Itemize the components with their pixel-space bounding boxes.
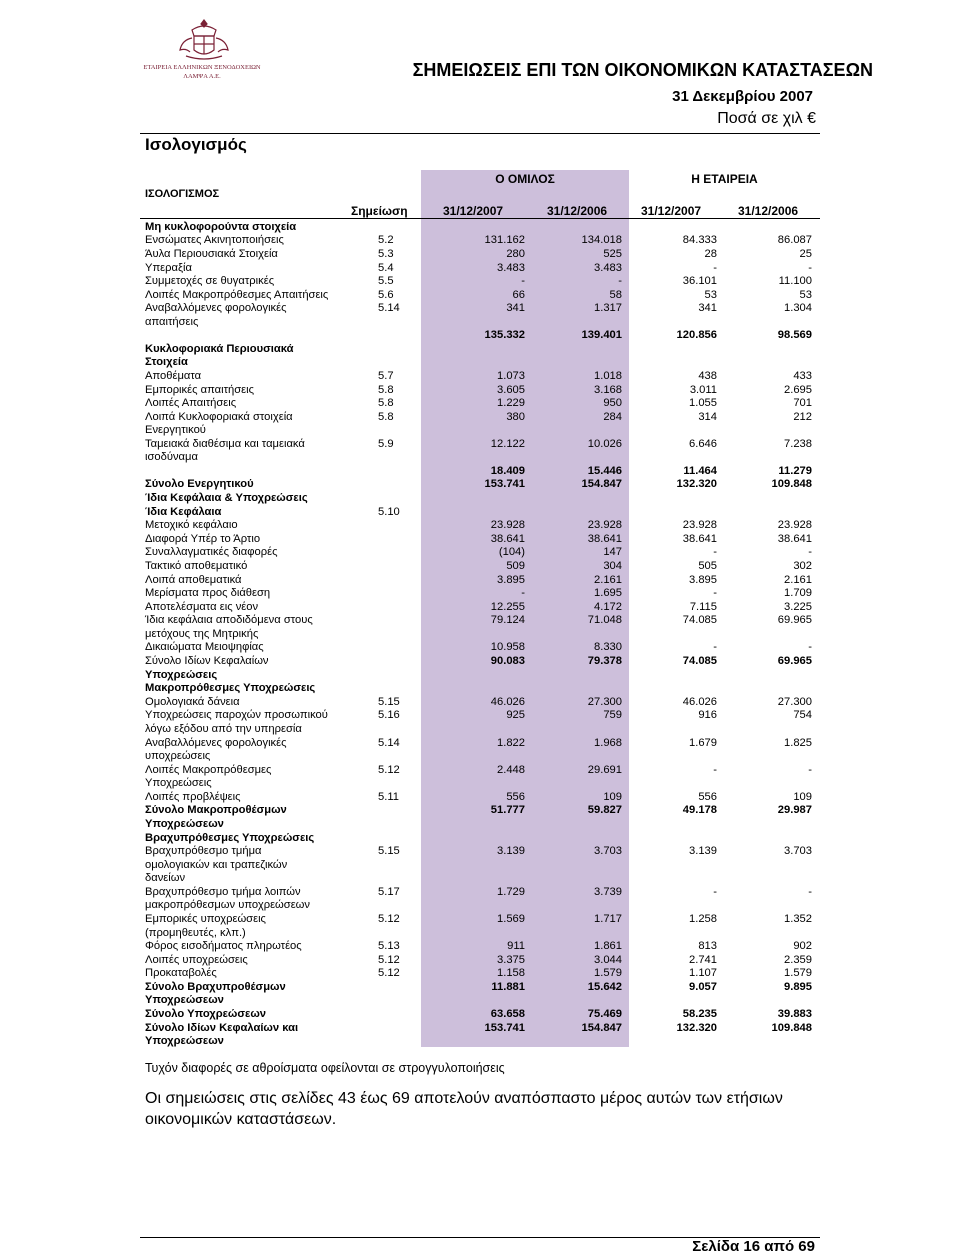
company-2006-value: -: [808, 886, 812, 898]
row-label: Στοιχεία: [145, 356, 188, 368]
group-2007-value: 63.658: [490, 1008, 525, 1020]
company-2006-value: 2.161: [784, 574, 812, 586]
company-2006-value: 7.238: [784, 438, 812, 450]
row-note: 5.4: [378, 262, 394, 274]
row-note: 5.7: [378, 370, 394, 382]
amount-units: Ποσά σε χιλ €: [717, 110, 816, 127]
row-label: λόγω εξόδου από την υπηρεσία: [145, 723, 302, 735]
group-2006-value: 284: [603, 411, 622, 423]
row-label: Σύνολο Υποχρεώσεων: [145, 1008, 267, 1020]
group-2007-value: 3.483: [497, 262, 525, 274]
company-2006-value: 98.569: [777, 329, 812, 341]
group-2006-value: 71.048: [587, 614, 622, 626]
row-label: Άυλα Περιουσιακά Στοιχεία: [145, 248, 278, 260]
row-label: Λοιπές Μακροπρόθεσμες Απαιτήσεις: [145, 289, 329, 301]
row-label: μακροπρόθεσμων υποχρεώσεων: [145, 899, 311, 911]
row-label: Σύνολο Ιδίων Κεφαλαίων και: [145, 1022, 299, 1034]
group-2006-value: 75.469: [587, 1008, 622, 1020]
company-2006-value: 69.965: [777, 614, 812, 626]
group-2007-value: 23.928: [490, 519, 525, 531]
row-label: (προμηθευτές, κλπ.): [145, 927, 246, 939]
row-label: Σύνολο Βραχυπροθέσμων: [145, 981, 286, 993]
group-2006-value: 38.641: [587, 533, 622, 545]
group-2007-value: 79.124: [490, 614, 525, 626]
row-label: Μακροπρόθεσμες Υποχρεώσεις: [145, 682, 316, 694]
group-2007-value: 10.958: [490, 641, 525, 653]
group-2007-value: 3.895: [497, 574, 525, 586]
group-2006-value: 4.172: [594, 601, 622, 613]
logo-caption-line2: ΛΑΜΨΑ Α.Ε.: [183, 73, 221, 80]
row-label: Αναβαλλόμενες φορολογικές: [145, 737, 287, 749]
row-label: Βραχυπρόθεσμο τμήμα: [145, 845, 262, 857]
rounding-footnote: Τυχόν διαφορές σε αθροίσματα οφείλονται σε στρογγυλοποιήσεις: [145, 1061, 505, 1075]
group-2006-value: 23.928: [587, 519, 622, 531]
row-label: Λοιπές Μακροπρόθεσμες: [145, 764, 272, 776]
row-label: Μετοχικό κεφάλαιο: [145, 519, 238, 531]
company-2006-value: 25: [799, 248, 812, 260]
row-label: Τακτικό αποθεματικό: [145, 560, 248, 572]
row-label: Δικαιώματα Μειοψηφίας: [145, 641, 264, 653]
company-2007-value: 556: [698, 791, 717, 803]
company-2007-value: 438: [698, 370, 717, 382]
group-2006-value: 147: [603, 546, 622, 558]
row-label: Ενεργητικού: [145, 424, 206, 436]
company-2006-value: 1.825: [784, 737, 812, 749]
row-label: Διαφορά Υπέρ το Άρτιο: [145, 533, 261, 545]
group-2007-value: 11.881: [491, 981, 525, 993]
company-2007-value: 53: [704, 289, 717, 301]
company-2007-value: 28: [704, 248, 717, 260]
company-2006-value: 3.703: [784, 845, 812, 857]
group-2007-value: 153.741: [484, 1022, 525, 1034]
company-2007-value: -: [713, 587, 717, 599]
company-2006-value: 2.695: [784, 384, 812, 396]
row-label: ομολογιακών και τραπεζικών: [145, 859, 288, 871]
group-2007-value: 38.641: [490, 533, 525, 545]
row-label: Λοιπές Απαιτήσεις: [145, 397, 237, 409]
company-2006-value: 1.304: [784, 302, 812, 314]
column-header-company-2006: 31/12/2006: [738, 204, 799, 218]
group-2007-value: 341: [506, 302, 525, 314]
company-2007-value: -: [713, 641, 717, 653]
company-2007-value: 1.107: [689, 967, 717, 979]
group-header-group: Ο ΟΜΙΛΟΣ: [495, 172, 555, 186]
row-label: απαιτήσεις: [145, 316, 199, 328]
company-2007-value: 6.646: [689, 438, 717, 450]
group-2006-value: 3.044: [594, 954, 622, 966]
group-2007-value: 135.332: [484, 329, 525, 341]
company-2006-value: 9.895: [784, 981, 812, 993]
group-2007-value: 12.255: [490, 601, 525, 613]
column-header-company-2007: 31/12/2007: [641, 204, 702, 218]
company-2006-value: 754: [793, 709, 812, 721]
group-2007-value: 509: [506, 560, 525, 572]
company-2007-value: 11.464: [683, 465, 717, 477]
report-date: 31 Δεκεμβρίου 2007: [672, 88, 813, 105]
company-2006-value: 29.987: [777, 804, 812, 816]
row-note: 5.12: [378, 913, 400, 925]
group-2006-value: 3.483: [594, 262, 622, 274]
row-label: Ομολογιακά δάνεια: [145, 696, 240, 708]
company-2006-value: 109: [793, 791, 812, 803]
company-2006-value: 109.848: [771, 1022, 812, 1034]
group-2006-value: 15.642: [587, 981, 622, 993]
row-note: 5.3: [378, 248, 394, 260]
row-label: Σύνολο Μακροπροθέσμων: [145, 804, 287, 816]
row-label: Λοιπές υποχρεώσεις: [145, 954, 248, 966]
company-2006-value: 1.352: [784, 913, 812, 925]
row-label: Υποχρεώσεις: [145, 669, 218, 681]
company-2007-value: 3.011: [689, 384, 717, 396]
notes-statement: Οι σημειώσεις στις σελίδες 43 έως 69 αποτελούν αναπόσπαστο μέρος αυτών των ετήσιων οικονομικών καταστάσεων.: [145, 1090, 783, 1128]
company-2007-value: 813: [698, 940, 717, 952]
row-note: 5.8: [378, 411, 394, 423]
group-2006-value: 3.168: [594, 384, 622, 396]
row-note: 5.6: [378, 289, 394, 301]
page-number: Σελίδα 16 από 69: [692, 1238, 815, 1255]
company-2006-value: 38.641: [777, 533, 812, 545]
row-note: 5.11: [378, 791, 399, 803]
section-title: Ισολογισμός: [145, 135, 247, 154]
group-2007-value: 1.822: [497, 737, 525, 749]
row-note: 5.10: [378, 506, 400, 518]
group-2006-value: 15.446: [587, 465, 622, 477]
company-2007-value: 505: [698, 560, 717, 572]
group-2007-value: 90.083: [490, 655, 525, 667]
column-header-divider: [140, 218, 820, 219]
company-2006-value: 109.848: [771, 478, 812, 490]
row-label: Ενσώματες Ακινητοποιήσεις: [145, 234, 284, 246]
row-note: 5.8: [378, 397, 394, 409]
row-label: Αναβαλλόμενες φορολογικές: [145, 302, 287, 314]
company-2006-value: 302: [793, 560, 812, 572]
company-2006-value: 1.579: [784, 967, 812, 979]
group-2007-value: -: [521, 587, 525, 599]
row-label: Αποτελέσματα εις νέον: [145, 601, 259, 613]
column-header-group-2007: 31/12/2007: [443, 204, 504, 218]
company-2006-value: -: [808, 262, 812, 274]
company-2007-value: 132.320: [676, 1022, 717, 1034]
company-2007-value: 74.085: [682, 614, 717, 626]
row-label: Υποχρεώσεις παροχών προσωπικού: [145, 709, 328, 721]
company-2007-value: 3.895: [689, 574, 717, 586]
company-2006-value: 3.225: [784, 601, 812, 613]
group-2006-value: 1.717: [594, 913, 622, 925]
company-2007-value: 1.679: [689, 737, 717, 749]
group-2006-value: 2.161: [594, 574, 622, 586]
row-label: Μη κυκλοφορούντα στοιχεία: [145, 221, 297, 233]
group-2007-value: 556: [506, 791, 525, 803]
row-label: Συμμετοχές σε θυγατρικές: [145, 275, 275, 287]
company-logo: [140, 16, 268, 96]
company-2007-value: 1.258: [689, 913, 717, 925]
row-note: 5.12: [378, 764, 400, 776]
row-note: 5.15: [378, 696, 400, 708]
company-2006-value: 433: [793, 370, 812, 382]
company-2006-value: 11.100: [778, 275, 812, 287]
row-label: Προκαταβολές: [145, 967, 217, 979]
company-2007-value: -: [713, 546, 717, 558]
group-2006-value: 139.401: [581, 329, 622, 341]
group-2006-value: 134.018: [581, 234, 622, 246]
group-2007-value: 1.729: [497, 886, 525, 898]
row-label: Υποχρεώσεις: [145, 777, 212, 789]
row-label: Ίδια Κεφάλαια: [145, 506, 222, 518]
group-2006-value: 58: [609, 289, 622, 301]
group-2007-value: (104): [498, 546, 525, 558]
group-2006-value: 27.300: [587, 696, 622, 708]
company-2007-value: -: [713, 886, 717, 898]
row-label: Βραχυπρόθεσμες Υποχρεώσεις: [145, 832, 315, 844]
company-2007-value: 1.055: [689, 397, 717, 409]
row-note: 5.12: [378, 954, 400, 966]
row-label: Ίδια κεφάλαια αποδιδόμενα στους: [145, 614, 313, 626]
group-2006-value: 29.691: [587, 764, 622, 776]
row-label: Κυκλοφοριακά Περιουσιακά: [145, 343, 294, 355]
page-title: ΣΗΜΕΙΩΣΕΙΣ ΕΠΙ ΤΩΝ ΟΙΚΟΝΟΜΙΚΩΝ ΚΑΤΑΣΤΑΣΕΩΝ: [412, 60, 873, 80]
group-2007-value: 911: [507, 940, 525, 952]
company-2007-value: 58.235: [682, 1008, 717, 1020]
group-2006-value: 304: [603, 560, 622, 572]
company-2007-value: 23.928: [682, 519, 717, 531]
row-note: 5.5: [378, 275, 394, 287]
group-2007-value: 280: [506, 248, 525, 260]
row-label: Υποχρεώσεων: [145, 1035, 224, 1047]
row-label: Εμπορικές υποχρεώσεις: [145, 913, 266, 925]
row-label: Λοιπά αποθεματικά: [145, 574, 242, 586]
row-label: δανείων: [145, 872, 186, 884]
company-2007-value: 49.178: [682, 804, 717, 816]
group-2006-value: 79.378: [587, 655, 622, 667]
group-2007-value: 380: [506, 411, 525, 423]
row-label: Σύνολο Ιδίων Κεφαλαίων: [145, 655, 269, 667]
group-2007-value: 3.605: [497, 384, 525, 396]
group-header-company: Η ΕΤΑΙΡΕΙΑ: [691, 172, 758, 186]
group-2007-value: 1.569: [497, 913, 525, 925]
group-2006-value: 950: [603, 397, 622, 409]
group-2006-value: 1.579: [594, 967, 622, 979]
row-note: 5.16: [378, 709, 400, 721]
group-2006-value: 109: [603, 791, 622, 803]
group-2007-value: 3.139: [497, 845, 525, 857]
group-2007-value: 2.448: [497, 764, 525, 776]
row-note: 5.14: [378, 302, 400, 314]
company-2007-value: 314: [698, 411, 717, 423]
group-2007-value: -: [521, 275, 525, 287]
group-2007-value: 1.158: [497, 967, 525, 979]
row-label: Λοιπά Κυκλοφοριακά στοιχεία: [145, 411, 293, 423]
company-2006-value: 212: [793, 411, 812, 423]
group-2006-value: 1.695: [594, 587, 622, 599]
row-label: Ταμειακά διαθέσιμα και ταμειακά: [145, 438, 305, 450]
group-2006-value: 3.703: [594, 845, 622, 857]
company-2007-value: 341: [698, 302, 717, 314]
company-2006-value: 11.279: [778, 465, 812, 477]
row-note: 5.14: [378, 737, 400, 749]
company-2006-value: 53: [799, 289, 812, 301]
company-2006-value: -: [808, 546, 812, 558]
logo-caption-line1: ΕΤΑΙΡΕΙΑ ΕΛΛΗΝΙΚΩΝ ΞΕΝΟΔΟΧΕΙΩΝ: [143, 64, 261, 71]
company-2007-value: 9.057: [689, 981, 717, 993]
group-2007-value: 153.741: [484, 478, 525, 490]
group-2006-value: 1.861: [594, 940, 622, 952]
row-label: ισοδύναμα: [145, 451, 198, 463]
group-2006-value: 8.330: [594, 641, 622, 653]
row-note: 5.15: [378, 845, 400, 857]
company-2006-value: -: [808, 641, 812, 653]
row-label: μετόχους της Μητρικής: [145, 628, 259, 640]
company-2007-value: -: [713, 764, 717, 776]
company-2007-value: 46.026: [682, 696, 717, 708]
group-2007-value: 131.162: [484, 234, 525, 246]
row-note: 5.13: [378, 940, 400, 952]
company-2006-value: -: [808, 764, 812, 776]
group-2007-value: 46.026: [490, 696, 525, 708]
company-2006-value: 86.087: [777, 234, 812, 246]
company-2006-value: 27.300: [777, 696, 812, 708]
row-label: Φόρος εισοδήματος πληρωτέος: [145, 940, 302, 952]
company-2006-value: 69.965: [777, 655, 812, 667]
table-label: ΙΣΟΛΟΓΙΣΜΟΣ: [145, 188, 220, 200]
row-note: 5.12: [378, 967, 400, 979]
row-label: Σύνολο Ενεργητικού: [145, 478, 254, 490]
group-2007-value: 3.375: [497, 954, 525, 966]
crest-icon: [140, 16, 268, 62]
group-2006-value: 10.026: [587, 438, 622, 450]
company-2007-value: 36.101: [682, 275, 717, 287]
group-2006-value: -: [618, 275, 622, 287]
row-label: Μερίσματα προς διάθεση: [145, 587, 271, 599]
company-2007-value: 2.741: [689, 954, 717, 966]
row-label: Λοιπές προβλέψεις: [145, 791, 241, 803]
group-2006-value: 59.827: [587, 804, 622, 816]
company-2006-value: 23.928: [777, 519, 812, 531]
company-2007-value: 132.320: [676, 478, 717, 490]
group-2007-value: 18.409: [490, 465, 525, 477]
group-2007-value: 51.777: [490, 804, 525, 816]
row-label: Υποχρεώσεων: [145, 818, 224, 830]
group-2006-value: 525: [603, 248, 622, 260]
group-2006-value: 1.317: [594, 302, 622, 314]
group-2007-value: 925: [506, 709, 525, 721]
row-label: υποχρεώσεις: [145, 750, 211, 762]
company-2007-value: 916: [698, 709, 717, 721]
group-2006-value: 3.739: [594, 886, 622, 898]
row-label: Βραχυπρόθεσμο τμήμα λοιπών: [145, 886, 301, 898]
row-note: 5.17: [378, 886, 400, 898]
row-label: Εμπορικές απαιτήσεις: [145, 384, 255, 396]
group-2007-value: 66: [512, 289, 525, 301]
header-divider: [140, 133, 820, 134]
company-2007-value: 38.641: [682, 533, 717, 545]
company-2007-value: 74.085: [682, 655, 717, 667]
logo-caption: [132, 63, 272, 81]
row-label: Υποχρεώσεων: [145, 994, 224, 1006]
company-2007-value: 7.115: [689, 601, 717, 613]
row-label: Υπεραξία: [145, 262, 192, 274]
row-note: 5.9: [378, 438, 394, 450]
row-label: Συναλλαγματικές διαφορές: [145, 546, 278, 558]
group-2007-value: 1.229: [497, 397, 525, 409]
group-2006-value: 154.847: [581, 478, 622, 490]
group-2006-value: 1.018: [594, 370, 622, 382]
column-header-note: Σημείωση: [351, 204, 408, 218]
company-2007-value: -: [713, 262, 717, 274]
group-2006-value: 759: [603, 709, 622, 721]
company-2006-value: 2.359: [784, 954, 812, 966]
row-label: Ίδια Κεφάλαια & Υποχρεώσεις: [145, 492, 308, 504]
group-2006-value: 1.968: [594, 737, 622, 749]
company-2007-value: 120.856: [676, 329, 717, 341]
row-note: 5.2: [378, 234, 394, 246]
company-2006-value: 39.883: [777, 1008, 812, 1020]
group-2007-value: 12.122: [490, 438, 525, 450]
row-label: Αποθέματα: [145, 370, 202, 382]
company-2006-value: 1.709: [784, 587, 812, 599]
group-2007-value: 1.073: [497, 370, 525, 382]
company-2006-value: 902: [793, 940, 812, 952]
company-2007-value: 3.139: [689, 845, 717, 857]
group-2006-value: 154.847: [581, 1022, 622, 1034]
row-note: 5.8: [378, 384, 394, 396]
company-2007-value: 84.333: [682, 234, 717, 246]
column-header-group-2006: 31/12/2006: [547, 204, 608, 218]
company-2006-value: 701: [793, 397, 812, 409]
